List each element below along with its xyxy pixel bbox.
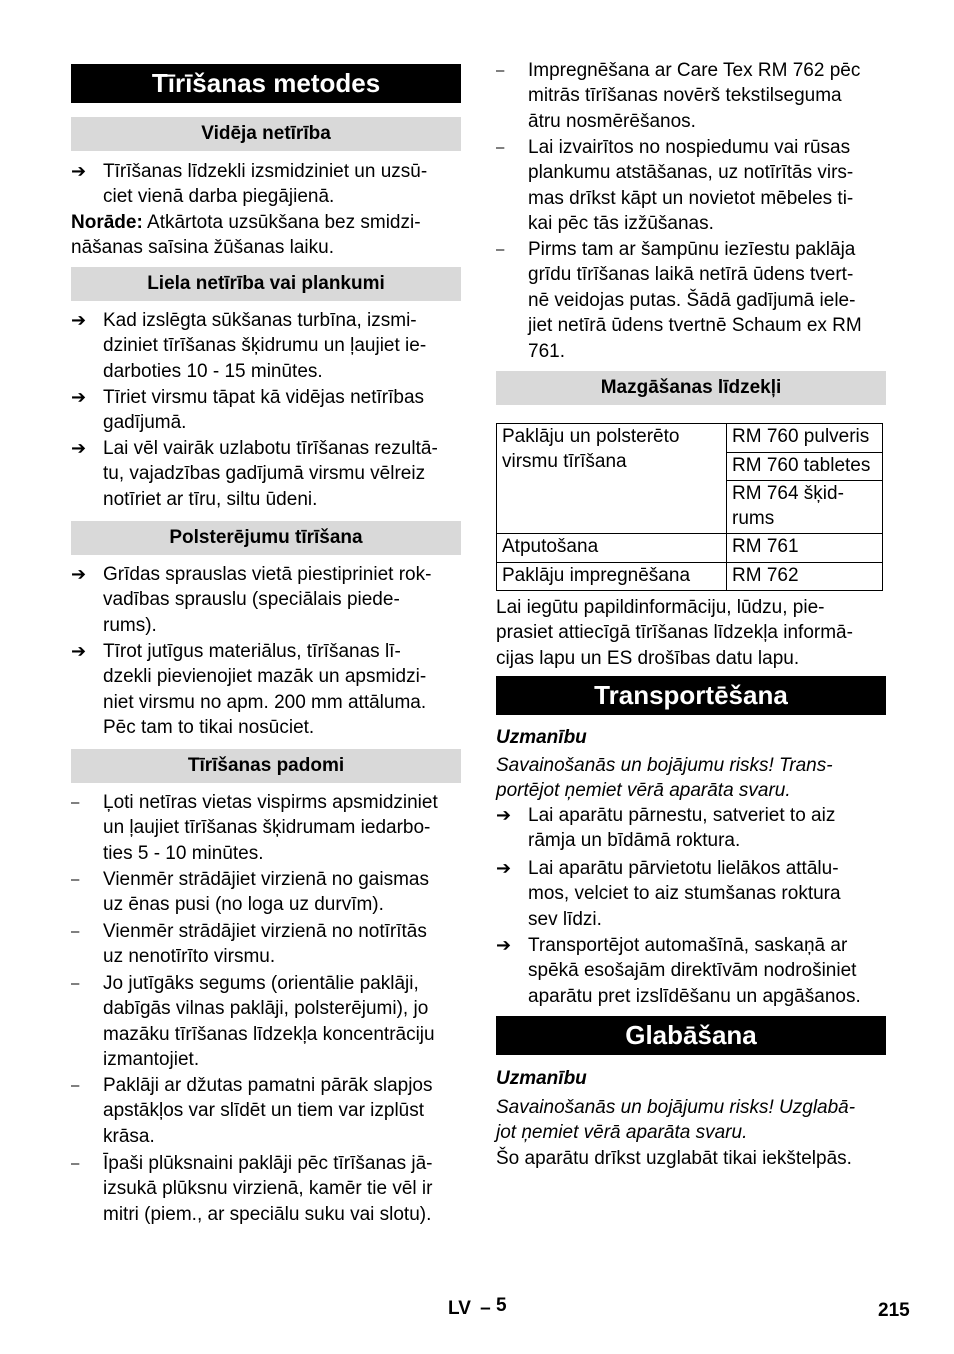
arrow-icon: ➔: [71, 387, 87, 407]
subsection-heading: Mazgāšanas līdzekļi: [496, 371, 886, 405]
list-item: ➔ Lai aparātu pārvietotu lielākos attālu- mos, velciet to aiz stumšanas roktura sev līdzi.: [496, 858, 841, 930]
list-item: – Īpaši plūksnaini paklāji pēc tīrīšanas jā- izsukā plūksnu virzienā, kamēr tie vēl ir mitri (piem., ar speciālu suku vai slotu).: [71, 1153, 433, 1225]
subsection-heading: Liela netīrība vai plankumi: [71, 267, 461, 301]
footer-language: [448, 1295, 507, 1320]
section-title: Glabāšana: [496, 1016, 886, 1055]
section-title: Transportēšana: [496, 676, 886, 715]
list-item: – Impregnēšana ar Care Tex RM 762 pēc mitrās tīrīšanas novērš tekstilseguma ātru nosmērēšanos.: [496, 60, 861, 132]
dash-bullet: –: [71, 794, 80, 811]
list-item: – Vienmēr strādājiet virzienā no gaismas uz ēnas pusi (no loga uz durvīm).: [71, 869, 429, 916]
note-label: Norāde:: [71, 212, 143, 233]
list-item: ➔ Grīdas sprauslas vietā piestipriniet rok- vadības sprauslu (speciālais piede- rums).: [71, 564, 432, 636]
dash-bullet: –: [496, 62, 505, 79]
note: [71, 210, 461, 261]
arrow-icon: ➔: [71, 161, 87, 181]
dash-bullet: –: [71, 975, 80, 992]
table-cell: Atputošana: [497, 534, 727, 563]
list-item: ➔ Tīriet virsmu tāpat kā vidējas netīrības gadījumā.: [71, 387, 425, 434]
list-item: ➔ Lai vēl vairāk uzlabotu tīrīšanas rezultā- tu, vajadzības gadījumā virsmu vēlreiz notīriet ar tīru, siltu ūdeni.: [71, 438, 438, 510]
arrow-icon: ➔: [71, 438, 87, 458]
section-page-number: 5: [496, 1295, 507, 1316]
dash-bullet: –: [71, 1077, 80, 1094]
list-item: – Vienmēr strādājiet virzienā no notīrītās uz nenotīrīto virsmu.: [71, 921, 427, 968]
table-cell: RM 764 šķid- rums: [727, 481, 883, 534]
language-code: LV: [448, 1298, 471, 1319]
caution-label: Uzmanību: [496, 727, 587, 748]
table-cell: RM 761: [727, 534, 883, 563]
table-cell: Paklāju un polsterēto virsmu tīrīšana: [497, 424, 727, 534]
cleaning-agents-table: [496, 423, 883, 591]
subsection-heading: Vidēja netīrība: [71, 117, 461, 151]
caution-text: Savainošanās un bojājumu risks! Trans- portējot ņemiet vērā aparāta svaru.: [496, 755, 833, 802]
list-item: ➔ Tīrīšanas līdzekli izsmidziniet un uzsū- ciet vienā darba piegājienā.: [71, 161, 428, 208]
footer-separator: –: [480, 1298, 491, 1319]
table-row: [497, 424, 883, 453]
caution-text: Savainošanās un bojājumu risks! Uzglabā- jot ņemiet vērā aparāta svaru.: [496, 1097, 856, 1144]
table-cell: Paklāju impregnēšana: [497, 562, 727, 591]
subsection-heading: Polsterējumu tīrīšana: [71, 521, 461, 555]
storage-text: Šo aparātu drīkst uzglabāt tikai iekštelpās.: [496, 1148, 852, 1169]
list-item: ➔ Kad izslēgta sūkšanas turbīna, izsmi- dziniet tīrīšanas šķidrumu un ļaujiet ie- darboties 10 - 15 minūtes.: [71, 310, 427, 382]
subsection-heading: Tīrīšanas padomi: [71, 749, 461, 783]
page-number: 215: [878, 1300, 910, 1321]
arrow-icon: ➔: [496, 805, 512, 825]
arrow-icon: ➔: [71, 641, 87, 661]
note-text: Atkārtota uzsūkšana bez smidzi- nāšanas saīsina žūšanas laiku.: [71, 212, 421, 259]
list-item: – Pirms tam ar šampūnu iezīestu paklāja grīdu tīrīšanas laikā netīrā ūdens tvert- nē veidojas putas. Šādā gadījumā iele- jiet netīrā ūdens tvertnē Schaum ex RM 761.: [496, 239, 862, 362]
list-item: ➔ Transportējot automašīnā, saskaņā ar spēkā esošajām direktīvām nodrošiniet aparātu pret izslīdēšanu un apgāšanos.: [496, 935, 861, 1007]
table-cell: RM 760 pulveris: [727, 424, 883, 453]
table-row: [497, 534, 883, 563]
list-item: – Jo jutīgāks segums (orientālie paklāji, dabīgās vilnas paklāji, polsterējumi), jo mazāku tīrīšanas līdzekļa koncentrāciju izmantojiet.: [71, 973, 435, 1071]
dash-bullet: –: [496, 139, 505, 156]
table-row: [497, 562, 883, 591]
arrow-icon: ➔: [71, 310, 87, 330]
caution-label: Uzmanību: [496, 1068, 587, 1089]
dash-bullet: –: [71, 923, 80, 940]
list-item: ➔ Lai aparātu pārnestu, satveriet to aiz rāmja un bīdāmā roktura.: [496, 805, 836, 852]
section-title: Tīrīšanas metodes: [71, 64, 461, 103]
table-cell: RM 762: [727, 562, 883, 591]
dash-bullet: –: [71, 1155, 80, 1172]
list-item: – Ļoti netīras vietas vispirms apsmidziniet un ļaujiet tīrīšanas šķidrumam iedarbo- ties 5 - 10 minūtes.: [71, 792, 438, 864]
dash-bullet: –: [496, 241, 505, 258]
arrow-icon: ➔: [496, 935, 512, 955]
arrow-icon: ➔: [71, 564, 87, 584]
dash-bullet: –: [71, 871, 80, 888]
info-text: Lai iegūtu papildinformāciju, lūdzu, pie- prasiet attiecīgā tīrīšanas līdzekļa informā- cijas lapu un ES drošības datu lapu.: [496, 597, 853, 669]
list-item: – Lai izvairītos no nospiedumu vai rūsas plankumu atstāšanas, uz notīrītās virs- mas drīkst kāpt un novietot mēbeles ti- kai pēc tās izžūšanas.: [496, 137, 854, 235]
list-item: ➔ Tīrot jutīgus materiālus, tīrīšanas lī- dzekli pievienojiet mazāk un apsmidzi- niet virsmu no apm. 200 mm attāluma. Pēc tam to tikai nosūciet.: [71, 641, 427, 739]
arrow-icon: ➔: [496, 858, 512, 878]
list-item: – Paklāji ar džutas pamatni pārāk slapjos apstākļos var slīdēt un tiem var izplūst krāsa.: [71, 1075, 433, 1147]
table-cell: RM 760 tabletes: [727, 452, 883, 481]
